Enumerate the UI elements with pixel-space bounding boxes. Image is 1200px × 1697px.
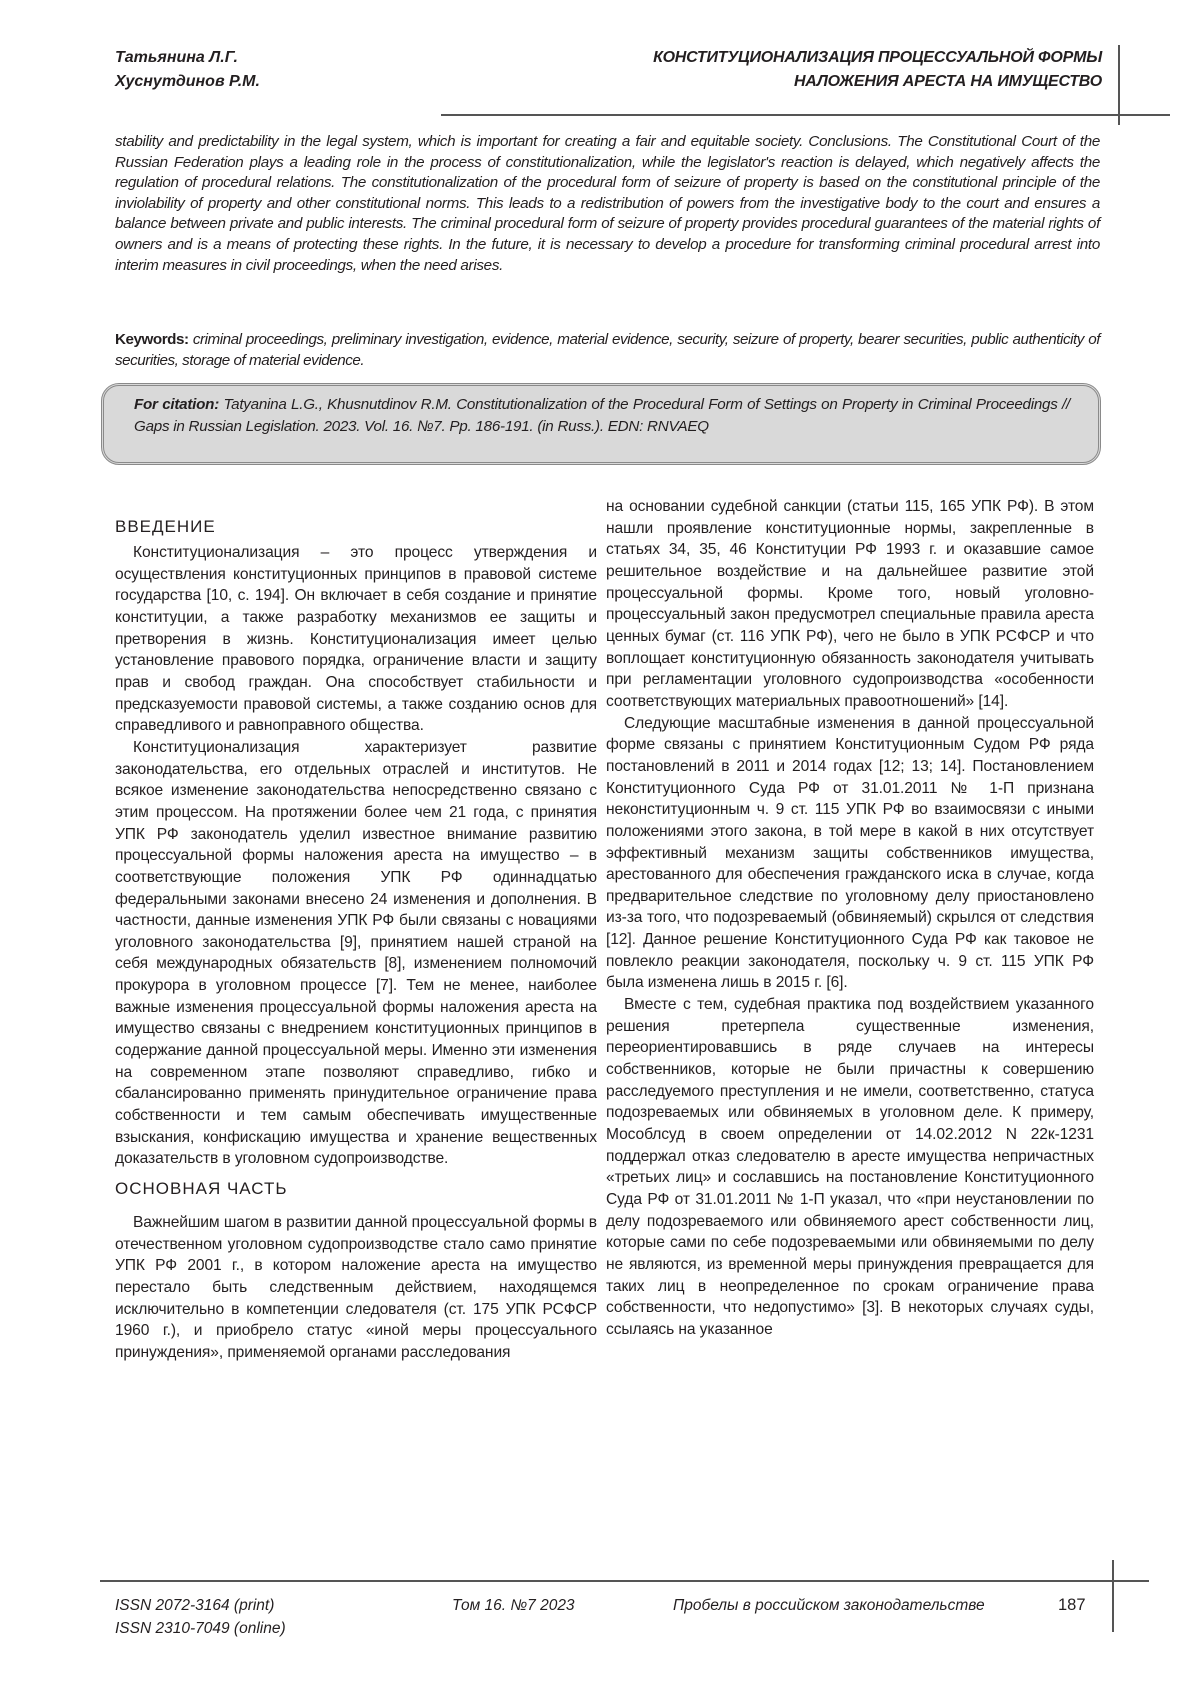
paragraph: Конституционализация – это процесс утверждения и осуществления конституционных принципов в правовой системе государства [10, с. 194]. Он включает в себя создание и принятие конституции, а также разработку механизмов ее защиты и претворения в жизнь. Конституционализация имеет целью установление правового порядка, ограничение власти и защиту прав и свобод граждан. Она способствует стабильности и предсказуемости правовой системы, а также созданию основ для справедливого и равноправного общества. — [115, 542, 597, 737]
header-rule-horizontal — [441, 114, 1170, 116]
header-rule-vertical — [1118, 45, 1120, 125]
footer-journal-name: Пробелы в российском законодательстве — [673, 1594, 985, 1617]
paragraph: Следующие масштабные изменения в данной процессуальной форме связаны с принятием Конституционным Судом РФ ряда постановлений в 2011 и 2014 годах [12; 13; 14]. Постановлением Конституционного Суда РФ от 31.01.2011 № 1-П признана неконституционным ч. 9 ст. 115 УПК РФ во взаимосвязи с иными положениями этого закона, в той мере в какой в них отсутствует эффективный механизм защиты собственников имущества, арестованного для обеспечения гражданского иска в случае, когда предварительное следствие по уголовному делу приостановлено из-за того, что подозреваемый (обвиняемый) скрылся от следствия [12]. Данное решение Конституционного Суда РФ как таковое не повлекло реакции законодателя, поскольку ч. 9 ст. 115 УПК РФ была изменена лишь в 2015 г. [6]. — [606, 713, 1094, 995]
paragraph: на основании судебной санкции (статьи 115, 165 УПК РФ). В этом нашли проявление конституционные нормы, закрепленные в статьях 34, 35, 46 Конституции РФ 1993 г. и оказавшие самое решительное воздействие и на дальнейшее развитие этой процессуальной формы. Кроме того, новый уголовно-процессуальный закон предусмотрел специальные правила ареста ценных бумаг (ст. 116 УПК РФ), чего не было в УПК РСФСР и что воплощает конституционную обязанность законодателя учитывать при регламентации уголовного судопроизводства «особенности соответствующих материальных правоотношений» [14]. — [606, 496, 1094, 713]
section-heading-intro: ВВЕДЕНИЕ — [115, 512, 597, 542]
page-number: 187 — [1058, 1596, 1086, 1615]
paragraph: Важнейшим шагом в развитии данной процессуальной формы в отечественном уголовном судопроизводстве стало само принятие УПК РФ 2001 г., в котором наложение ареста на имущество перестало быть следственным действием, находящемся исключительно в компетенции следователя (ст. 175 УПК РСФСР 1960 г.), и приобрело статус «иной меры процессуального принуждения», применяемой органами расследования — [115, 1212, 597, 1364]
title-line-1: КОНСТИТУЦИОНАЛИЗАЦИЯ ПРОЦЕССУАЛЬНОЙ ФОРМЫ — [653, 46, 1102, 70]
title-line-2: НАЛОЖЕНИЯ АРЕСТА НА ИМУЩЕСТВО — [653, 70, 1102, 94]
right-column — [606, 496, 1094, 1341]
abstract-text: stability and predictability in the legal system, which is important for creating a fair and equitable society. Conclusions. The Constitutional Court of the Russian Federation plays a leading role in the process of constitutionalization, while the legislator's reaction is delayed, which negatively affects the regulation of procedural relations. The constitutionalization of the procedural form of seizure of property is based on the constitutional principle of the inviolability of property and other constitutional norms. This leads to a redistribution of powers from the investigative body to the court and ensures a balance between private and public interests. The criminal procedural form of seizure of property provides procedural guarantees of the material rights of owners and is a means of protecting these rights. In the future, it is necessary to develop a procedure for transforming criminal procedural arrest into interim measures in civil proceedings, when the need arises. — [115, 132, 1100, 276]
footer-rule-vertical — [1112, 1560, 1114, 1632]
footer-volume: Том 16. №7 2023 — [452, 1594, 575, 1617]
keywords — [115, 330, 1100, 371]
paragraph: Вместе с тем, судебная практика под воздействием указанного решения претерпела существенные изменения, переориентировавшись в ряде случаев на интересы собственников, которые не были причастны к совершению расследуемого преступления и не имели, соответственно, статуса подозреваемых или обвиняемых в уголовном деле. К примеру, Мособлсуд в своем определении от 14.02.2012 N 22к-1231 поддержал отказ следователю в аресте имущества непричастных «третьих лиц» и сославшись на постановление Конституционного Суда РФ от 31.01.2011 № 1-П указал, что «при неустановлении по делу подозреваемого или обвиняемого арест собственности лиц, которые сами по себе подозреваемыми или обвиняемыми по делу не являются, из временной меры принуждения превращается для таких лиц в неопределенное по срокам ограничение права собственности, что недопустимо» [3]. В некоторых случаях суды, ссылаясь на указанное — [606, 994, 1094, 1341]
author-1: Татьянина Л.Г. — [115, 46, 260, 70]
citation-box — [101, 383, 1101, 465]
author-2: Хуснутдинов Р.М. — [115, 70, 260, 94]
citation-label: For citation: — [134, 396, 219, 413]
citation-text: Tatyanina L.G., Khusnutdinov R.M. Constitutionalization of the Procedural Form of Settings on Property in Criminal Proceedings // Gaps in Russian Legislation. 2023. Vol. 16. №7. Pp. 186-191. (in Russ.). EDN: RNVAEQ — [134, 396, 1070, 435]
keywords-label: Keywords: — [115, 331, 189, 348]
issn-print: ISSN 2072-3164 (print) — [115, 1594, 286, 1617]
footer-issn — [115, 1594, 286, 1640]
running-header-authors — [115, 46, 260, 94]
issn-online: ISSN 2310-7049 (online) — [115, 1617, 286, 1640]
footer-rule-horizontal — [100, 1580, 1149, 1582]
keywords-text: criminal proceedings, preliminary investigation, evidence, material evidence, security, seizure of property, bearer securities, public authenticity of securities, storage of material evidence. — [115, 331, 1100, 369]
running-header-title — [653, 46, 1102, 94]
left-column — [115, 512, 597, 1364]
section-heading-main: ОСНОВНАЯ ЧАСТЬ — [115, 1174, 597, 1204]
paragraph: Конституционализация характеризует развитие законодательства, его отдельных отраслей и институтов. Не всякое изменение законодательства непосредственно связано с этим процессом. На протяжении более чем 21 года, с принятия УПК РФ законодатель уделил известное внимание развитию процессуальной формы наложения ареста на имущество – в соответствующие положения УПК РФ одиннадцатью федеральными законами внесено 24 изменения и дополнения. В частности, данные изменения УПК РФ были связаны с новациями уголовного законодательства [9], принятием нашей страной на себя международных обязательств [8], изменением полномочий прокурора в уголовном процессе [7]. Тем не менее, наиболее важные изменения процессуальной формы наложения ареста на имущество связаны с внедрением конституционных принципов в содержание данной процессуальной меры. Именно эти изменения на современном этапе позволяют справедливо, гибко и сбалансированно применять принудительное ограничение права собственности и тем самым обеспечивать имущественные взыскания, конфискацию имущества и хранение вещественных доказательств в уголовном судопроизводстве. — [115, 737, 597, 1170]
